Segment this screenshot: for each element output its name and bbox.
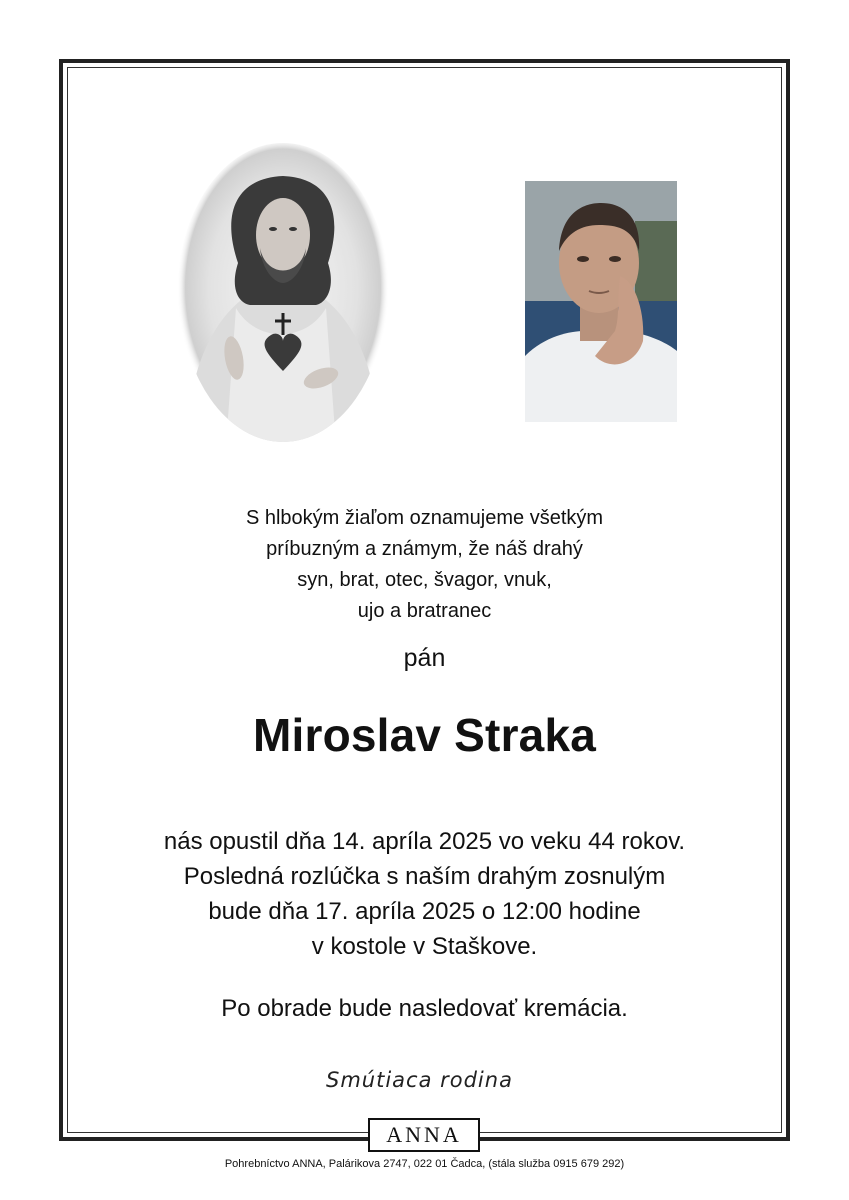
- portrait-photo: [525, 181, 677, 422]
- intro-line: syn, brat, otec, švagor, vnuk,: [297, 569, 552, 591]
- detail-line: nás opustil dňa 14. apríla 2025 vo veku 44 rokov.: [163, 828, 686, 855]
- funeral-home-logo: ANNA: [368, 1118, 480, 1152]
- cremation-note: Po obrade bude nasledovať kremácia.: [221, 995, 628, 1022]
- intro-line: S hlbokým žiaľom oznamujeme všetkým: [245, 507, 604, 529]
- funeral-details: [0, 824, 849, 964]
- detail-line: bude dňa 17. apríla 2025 o 12:00 hodine: [208, 898, 641, 925]
- detail-line: v kostole v Staškove.: [311, 933, 538, 960]
- footer-contact: Pohrebníctvo ANNA, Palárikova 2747, 022 01 Čadca, (stála služba 0915 679 292): [224, 1158, 625, 1170]
- sacred-heart-image: [176, 143, 390, 445]
- intro-line: príbuzným a známym, že náš drahý: [266, 538, 583, 560]
- detail-line: Posledná rozlúčka s naším drahým zosnulým: [183, 863, 666, 890]
- announcement-intro: [0, 503, 849, 627]
- honorific: pán: [403, 644, 446, 672]
- deceased-name: Miroslav Straka: [252, 709, 597, 761]
- intro-line: ujo a bratranec: [357, 600, 492, 622]
- family-signature: Smútiaca rodina: [326, 1068, 513, 1092]
